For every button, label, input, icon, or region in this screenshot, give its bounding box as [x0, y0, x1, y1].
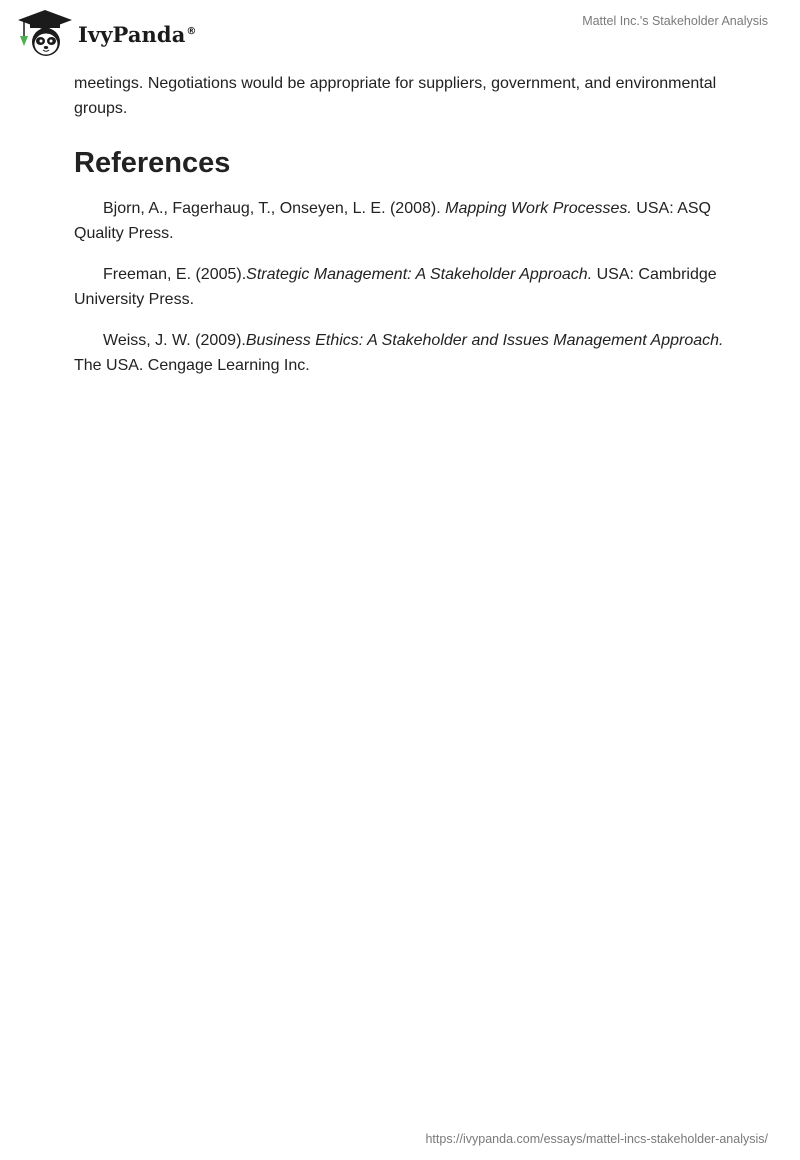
registered-mark: ® [186, 25, 197, 37]
reference-title: Mapping Work Processes. [445, 200, 632, 217]
reference-item: Bjorn, A., Fagerhaug, T., Onseyen, L. E. (2008). Mapping Work Processes. USA: ASQ Quality Press. [74, 200, 711, 242]
document-title: Mattel Inc.'s Stakeholder Analysis [582, 14, 768, 28]
body-paragraph: meetings. Negotiations would be appropriate for suppliers, government, and environmental groups. [74, 75, 717, 117]
brand-logo[interactable] [16, 8, 197, 58]
panda-graduate-icon [16, 8, 74, 58]
document-body [74, 71, 724, 394]
brand-name: IvyPanda® [78, 21, 197, 47]
references-heading: References [74, 147, 231, 179]
reference-item: Freeman, E. (2005).Strategic Management: A Stakeholder Approach. USA: Cambridge University Press. [74, 266, 717, 308]
reference-title: Strategic Management: A Stakeholder Approach. [246, 266, 593, 283]
reference-title: Business Ethics: A Stakeholder and Issues Management Approach. [245, 332, 724, 349]
source-url-link[interactable]: https://ivypanda.com/essays/mattel-incs-stakeholder-analysis/ [425, 1132, 768, 1146]
reference-item: Weiss, J. W. (2009).Business Ethics: A Stakeholder and Issues Management Approach. The USA. Cengage Learning Inc. [74, 332, 724, 374]
